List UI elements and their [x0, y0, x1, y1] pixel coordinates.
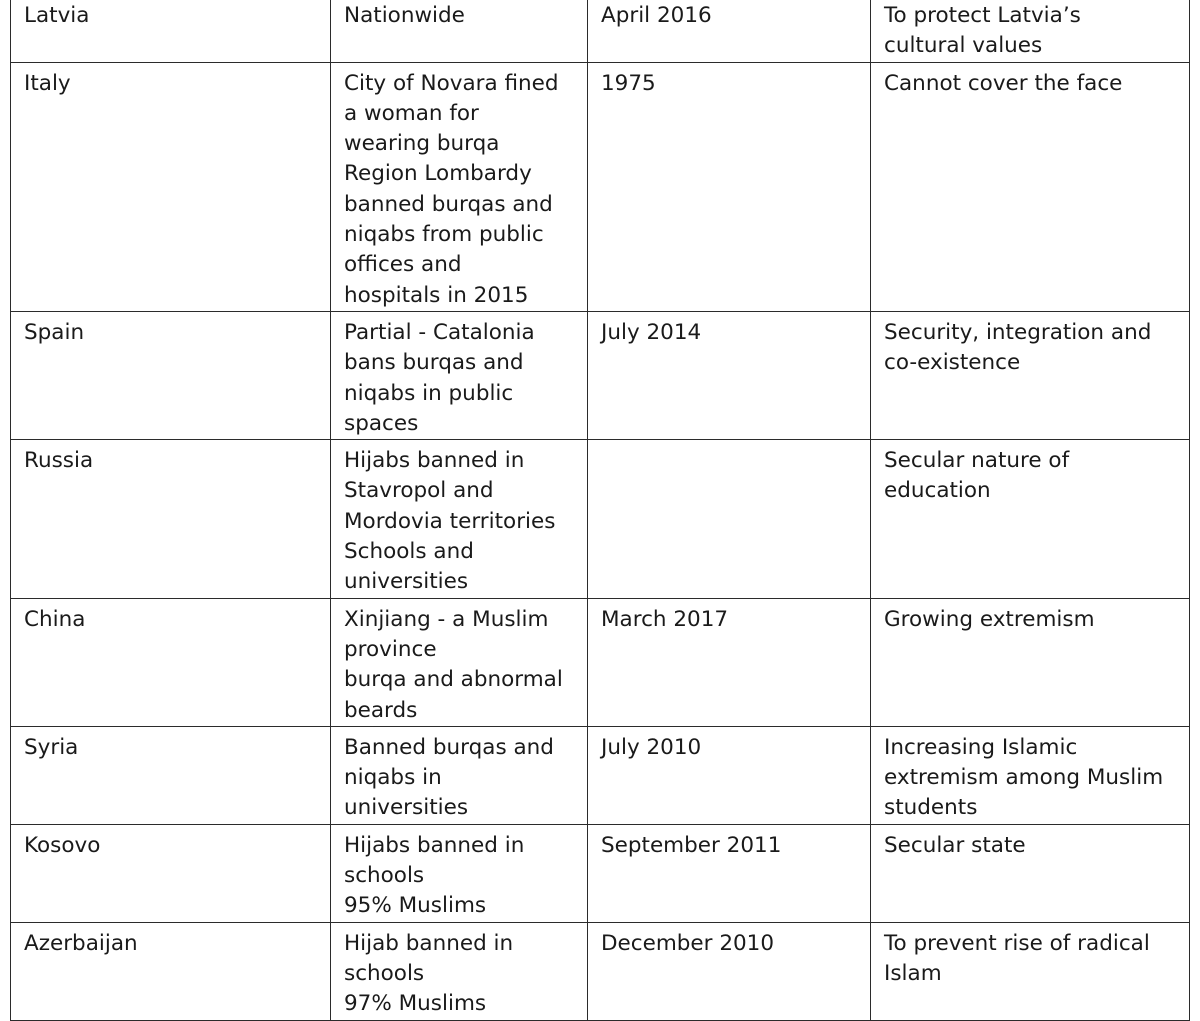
country-cell: Spain — [11, 311, 331, 439]
date-cell — [588, 440, 871, 598]
scope-cell — [331, 311, 588, 439]
scope-cell — [331, 598, 588, 726]
date-cell: March 2017 — [588, 598, 871, 726]
scope-line: Hijabs banned in — [344, 448, 525, 474]
bans-table-body — [11, 0, 1190, 1020]
reason-line: co-existence — [884, 350, 1021, 376]
scope-line: beards — [344, 697, 418, 723]
scope-line: Hijab banned in — [344, 930, 514, 956]
table-row — [11, 726, 1190, 824]
scope-line: bans burqas and — [344, 350, 524, 376]
scope-cell — [331, 62, 588, 311]
scope-line: Schools and — [344, 539, 474, 565]
date-cell: December 2010 — [588, 922, 871, 1020]
reason-line: extremism among Muslim — [884, 765, 1164, 791]
reason-cell — [871, 824, 1190, 922]
reason-line: education — [884, 478, 991, 504]
bans-table — [10, 0, 1190, 1021]
scope-line: offices and — [344, 252, 462, 278]
scope-line: Mordovia territories — [344, 508, 556, 534]
reason-line: To prevent rise of radical — [884, 930, 1150, 956]
scope-line: schools — [344, 863, 425, 889]
reason-cell — [871, 62, 1190, 311]
reason-line: Growing extremism — [884, 606, 1095, 632]
reason-line: Islam — [884, 960, 942, 986]
reason-cell — [871, 440, 1190, 598]
scope-line: banned burqas and — [344, 191, 553, 217]
country-cell: Kosovo — [11, 824, 331, 922]
scope-cell — [331, 0, 588, 62]
scope-line: Nationwide — [344, 3, 465, 28]
table-row — [11, 440, 1190, 598]
reason-line: cultural values — [884, 33, 1043, 59]
scope-line: province — [344, 636, 437, 662]
scope-line: Hijabs banned in — [344, 832, 525, 858]
table-row — [11, 824, 1190, 922]
date-cell: July 2014 — [588, 311, 871, 439]
scope-line: hospitals in 2015 — [344, 282, 529, 308]
reason-cell — [871, 598, 1190, 726]
scope-cell — [331, 922, 588, 1020]
date-cell: September 2011 — [588, 824, 871, 922]
scope-line: Partial - Catalonia — [344, 319, 535, 345]
scope-line: a woman for — [344, 100, 479, 126]
scope-cell — [331, 726, 588, 824]
reason-line: Secular state — [884, 832, 1026, 858]
date-cell: April 2016 — [588, 0, 871, 62]
reason-line: Cannot cover the face — [884, 70, 1123, 96]
scope-line: 95% Muslims — [344, 893, 487, 919]
country-cell: Azerbaijan — [11, 922, 331, 1020]
country-cell: China — [11, 598, 331, 726]
country-cell: Latvia — [11, 0, 331, 62]
reason-cell — [871, 726, 1190, 824]
scope-cell — [331, 824, 588, 922]
reason-line: Secular nature of — [884, 448, 1070, 474]
scope-line: niqabs in — [344, 765, 442, 791]
scope-line: City of Novara fined — [344, 70, 559, 96]
reason-cell — [871, 311, 1190, 439]
scope-line: wearing burqa — [344, 131, 500, 157]
country-cell: Syria — [11, 726, 331, 824]
scope-line: niqabs from public — [344, 222, 544, 248]
date-cell: 1975 — [588, 62, 871, 311]
date-cell: July 2010 — [588, 726, 871, 824]
table-row — [11, 0, 1190, 62]
table-row — [11, 62, 1190, 311]
scope-cell — [331, 440, 588, 598]
country-cell: Russia — [11, 440, 331, 598]
scope-line: 97% Muslims — [344, 991, 487, 1017]
reason-cell — [871, 922, 1190, 1020]
table-row — [11, 598, 1190, 726]
reason-line: Increasing Islamic — [884, 734, 1078, 760]
scope-line: Stavropol and — [344, 478, 494, 504]
scope-line: spaces — [344, 410, 419, 436]
scope-line: Xinjiang - a Muslim — [344, 606, 549, 632]
table-row — [11, 311, 1190, 439]
scope-line: Banned burqas and — [344, 734, 554, 760]
country-cell: Italy — [11, 62, 331, 311]
reason-line: To protect Latvia’s — [884, 3, 1081, 28]
reason-cell — [871, 0, 1190, 62]
scope-line: niqabs in public — [344, 380, 514, 406]
scope-line: Region Lombardy — [344, 161, 532, 187]
scope-line: schools — [344, 960, 425, 986]
scope-line: universities — [344, 795, 469, 821]
reason-line: Security, integration and — [884, 319, 1152, 345]
table-row — [11, 922, 1190, 1020]
scope-line: burqa and abnormal — [344, 667, 563, 693]
reason-line: students — [884, 795, 978, 821]
scope-line: universities — [344, 569, 469, 595]
